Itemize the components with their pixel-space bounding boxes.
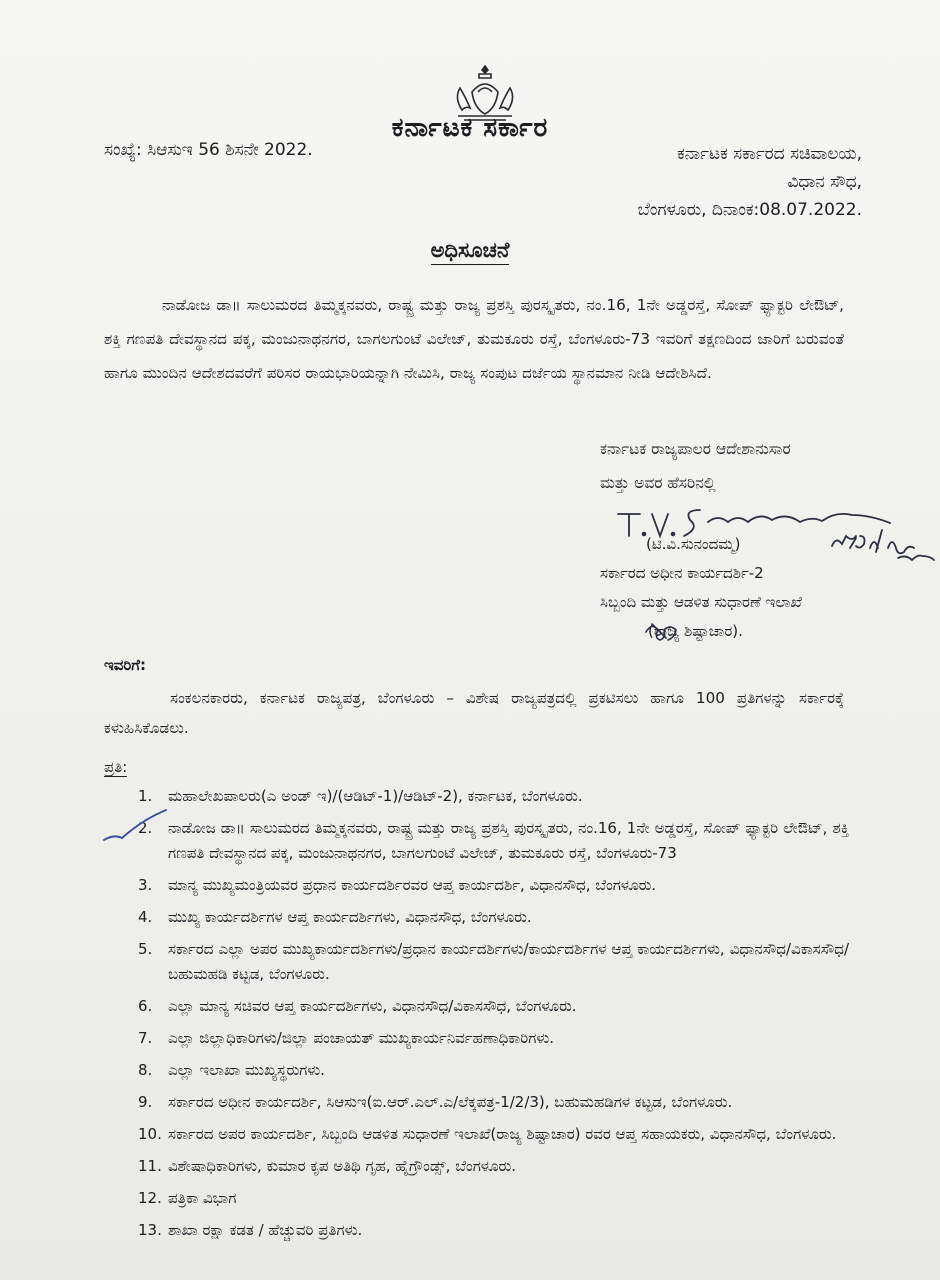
copies-label-text: ಪ್ರತಿ: [104,758,128,776]
recipient-label: ಇವರಿಗೆ: [104,656,147,674]
list-item [104,1122,849,1147]
list-item [104,1186,849,1211]
governor-order [600,432,791,500]
item-number: 2. [138,819,153,837]
list-item [104,1058,849,1083]
reference-number: ಸಂಖ್ಯೆ: ಸಿಆಸುಇ 56 ಶಿಸನೇ 2022. [104,140,313,160]
list-item [104,905,849,930]
address-line-2: ವಿಧಾನ ಸೌಧ, [787,172,862,192]
item-text: ಪತ್ರಿಕಾ ವಿಭಾಗ [168,1189,237,1207]
list-item [104,1026,849,1051]
item-number: 7. [138,1029,153,1047]
list-item [104,873,849,898]
item-text: ಎಲ್ಲಾ ಮಾನ್ಯ ಸಚಿವರ ಆಪ್ತ ಕಾರ್ಯದರ್ಶಿಗಳು, ವಿಧಾನಸೌಧ/ವಿಕಾಸಸೌಧ, ಬೆಂಗಳೂರು. [168,997,577,1015]
item-text: ಮಾನ್ಯ ಮುಖ್ಯಮಂತ್ರಿಯವರ ಪ್ರಧಾನ ಕಾರ್ಯದರ್ಶಿರವರ ಆಪ್ತ ಕಾರ್ಯದರ್ಶಿ, ವಿಧಾನಸೌಧ, ಬೆಂಗಳೂರು. [168,876,657,894]
item-number: 4. [138,908,153,926]
item-text: ಸರ್ಕಾರದ ಅಧೀನ ಕಾರ್ಯದರ್ಶಿ, ಸಿಆಸುಇ(ಐ.ಆರ್.ಎಲ್.ಎ/ಲೆಕ್ಕಪತ್ರ-1/2/3), ಬಹುಮಹಡಿಗಳ ಕಟ್ಟಡ, ಬೆಂಗಳೂರು. [168,1093,733,1111]
government-title: ಕರ್ನಾಟಕ ಸರ್ಕಾರ [391,113,549,143]
item-text: ಸರ್ಕಾರದ ಎಲ್ಲಾ ಅಪರ ಮುಖ್ಯಕಾರ್ಯದರ್ಶಿಗಳು/ಪ್ರಧಾನ ಕಾರ್ಯದರ್ಶಿಗಳು/ಕಾರ್ಯದರ್ಶಿಗಳ ಆಪ್ತ ಕಾರ್ಯದರ್ಶಿಗಳು, ವಿಧಾನಸೌಧ/ವಿಕಾಸಸೌಧ/ಬಹುಮಹಡಿ ಕಟ್ಟಡ, ಬೆಂಗಳೂರು. [168,940,849,983]
item-text: ಸರ್ಕಾರದ ಅಪರ ಕಾರ್ಯದರ್ಶಿ, ಸಿಬ್ಬಂದಿ ಆಡಳಿತ ಸುಧಾರಣೆ ಇಲಾಖೆ(ರಾಜ್ಯ ಶಿಷ್ಟಾಚಾರ) ರವರ ಆಪ್ತ ಸಹಾಯಕರು, ವಿಧಾನಸೌಧ, ಬೆಂಗಳೂರು. [168,1125,837,1143]
item-number: 10. [138,1125,162,1143]
copies-label [104,758,127,776]
list-item [104,1090,849,1115]
item-number: 9. [138,1093,153,1111]
item-number: 1. [138,787,153,805]
item-number: 11. [138,1157,162,1175]
list-item [104,1218,849,1243]
item-text: ಮಹಾಲೇಖಪಾಲರು(ಎ ಅಂಡ್ ಇ)/(ಆಡಿಟ್-1)/ಆಡಿಟ್-2), ಕರ್ನಾಟಕ, ಬೆಂಗಳೂರು. [168,787,583,805]
item-text: ಮುಖ್ಯ ಕಾರ್ಯದರ್ಶಿಗಳ ಆಪ್ತ ಕಾರ್ಯದರ್ಶಿಗಳು, ವಿಧಾನಸೌಧ, ಬೆಂಗಳೂರು. [168,908,532,926]
item-text: ಶಾಖಾ ರಕ್ಷಾ ಕಡತ / ಹೆಚ್ಚುವರಿ ಪ್ರತಿಗಳು. [168,1221,363,1239]
item-number: 6. [138,997,153,1015]
item-text: ಎಲ್ಲಾ ಇಲಾಖಾ ಮುಖ್ಯಸ್ಥರುಗಳು. [168,1061,325,1079]
list-item [104,937,849,987]
item-text: ಎಲ್ಲಾ ಜಿಲ್ಲಾಧಿಕಾರಿಗಳು/ಜಿಲ್ಲಾ ಪಂಚಾಯತ್ ಮುಖ್ಯಕಾರ್ಯನಿರ್ವಹಣಾಧಿಕಾರಿಗಳು. [168,1029,555,1047]
item-number: 5. [138,940,153,958]
signatory-block [600,530,802,646]
item-number: 8. [138,1061,153,1079]
notification-title [0,238,940,263]
handwritten-initials [642,618,682,644]
list-item [104,1154,849,1179]
item-text: ನಾಡೋಜ ಡಾ॥ ಸಾಲುಮರದ ತಿಮ್ಮಕ್ಕನವರು, ರಾಷ್ಟ್ರ ಮತ್ತು ರಾಜ್ಯ ಪ್ರಶಸ್ತಿ ಪುರಸ್ಕೃತರು, ನಂ.16, 1ನೇ ಅಡ್ಡರಸ್ತೆ, ಸೋಪ್ ಫ್ಯಾಕ್ಟರಿ ಲೇಔಟ್, ಶಕ್ತಿ ಗಣಪತಿ ದೇವಸ್ಥಾನದ ಪಕ್ಕ, ಮಂಜುನಾಥನಗರ, ಬಾಗಲಗುಂಟೆ ವಿಲೇಜ್, ತುಮಕೂರು ರಸ್ತೆ, ಬೆಂಗಳೂರು-73 [168,819,849,862]
list-item [104,994,849,1019]
signatory-name: (ಟಿ.ವಿ.ಸುನಂದಮ್ಮ) [646,535,741,553]
item-number: 3. [138,876,153,894]
signatory-section: (ರಾಜ್ಯ ಶಿಷ್ಟಾಚಾರ). [648,622,743,640]
order-line-2: ಮತ್ತು ಅವರ ಹೆಸರಿನಲ್ಲಿ [600,474,716,492]
copies-list [104,784,849,1250]
notification-body: ನಾಡೋಜ ಡಾ॥ ಸಾಲುಮರದ ತಿಮ್ಮಕ್ಕನವರು, ರಾಷ್ಟ್ರ ಮತ್ತು ರಾಜ್ಯ ಪ್ರಶಸ್ತಿ ಪುರಸ್ಕೃತರು, ನಂ.16, 1ನೇ ಅಡ್ಡರಸ್ತೆ, ಸೋಪ್ ಫ್ಯಾಕ್ಟರಿ ಲೇಔಟ್, ಶಕ್ತಿ ಗಣಪತಿ ದೇವಸ್ಥಾನದ ಪಕ್ಕ, ಮಂಜುನಾಥನಗರ, ಬಾಗಲಗುಂಟೆ ವಿಲೇಜ್, ತುಮಕೂರು ರಸ್ತೆ, ಬೆಂಗಳೂರು-73 ಇವರಿಗೆ ತಕ್ಷಣದಿಂದ ಜಾರಿಗೆ ಬರುವಂತೆ ಹಾಗೂ ಮುಂದಿನ ಆದೇಶದವರೆಗೆ ಪರಿಸರ ರಾಯಭಾರಿಯನ್ನಾಗಿ ನೇಮಿಸಿ, ರಾಜ್ಯ ಸಂಪುಟ ದರ್ಜೆಯ ಸ್ಥಾನಮಾನ ನೀಡಿ ಆದೇಶಿಸಿದೆ. [104,296,844,382]
signatory-designation: ಸರ್ಕಾರದ ಅಧೀನ ಕಾರ್ಯದರ್ಶಿ-2 [600,564,764,582]
item-number: 12. [138,1189,162,1207]
order-line-1: ಕರ್ನಾಟಕ ರಾಜ್ಯಪಾಲರ ಆದೇಶಾನುಸಾರ [600,440,791,458]
recipient-text: ಸಂಕಲನಕಾರರು, ಕರ್ನಾಟಕ ರಾಜ್ಯಪತ್ರ, ಬೆಂಗಳೂರು – ವಿಶೇಷ ರಾಜ್ಯಪತ್ರದಲ್ಲಿ ಪ್ರಕಟಿಸಲು ಹಾಗೂ 100 ಪ್ರತಿಗಳನ್ನು ಸರ್ಕಾರಕ್ಕೆ ಕಳುಹಿಸಿಕೊಡಲು. [104,689,844,737]
list-item [104,784,849,809]
notification-title-text: ಅಧಿಸೂಚನೆ [431,238,510,265]
address-line-3: ಬೆಂಗಳೂರು, ದಿನಾಂಕ:08.07.2022. [637,200,862,220]
secretariat-address [638,140,862,224]
item-text: ವಿಶೇಷಾಧಿಕಾರಿಗಳು, ಕುಮಾರ ಕೃಪ ಅತಿಥಿ ಗೃಹ, ಹೈಗ್ರೌಂಡ್ಸ್, ಬೆಂಗಳೂರು. [168,1157,516,1175]
list-item [104,816,849,866]
signatory-department: ಸಿಬ್ಬಂದಿ ಮತ್ತು ಆಡಳಿತ ಸುಧಾರಣೆ ಇಲಾಖೆ [600,593,802,611]
handwritten-tick-mark [100,806,170,846]
item-number: 13. [138,1221,162,1239]
address-line-1: ಕರ್ನಾಟಕ ಸರ್ಕಾರದ ಸಚಿವಾಲಯ, [677,144,862,164]
